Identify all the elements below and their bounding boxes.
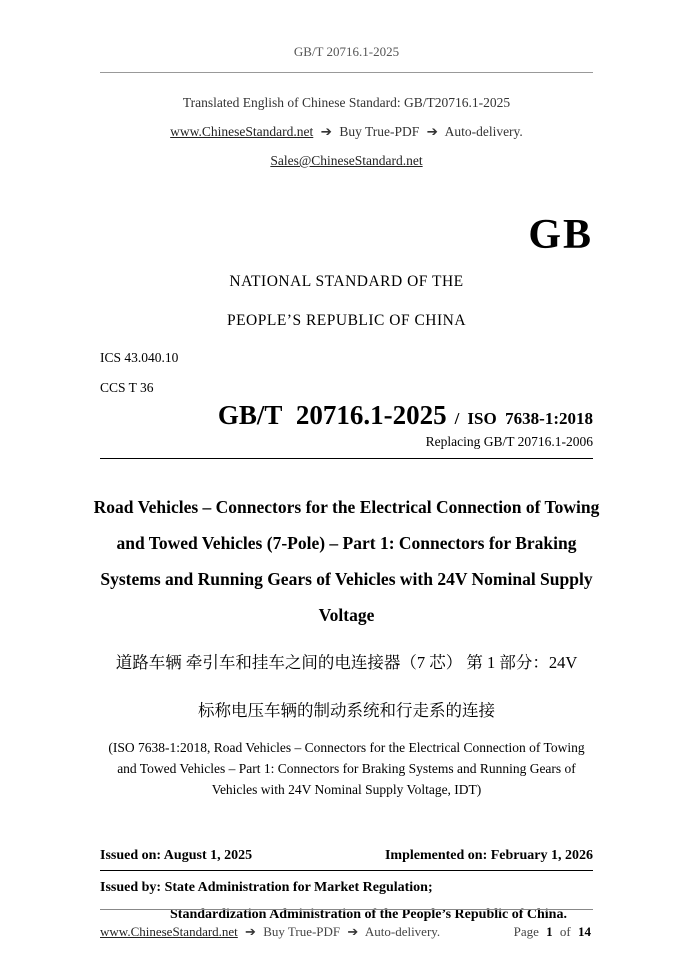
national-standard-line1: NATIONAL STANDARD OF THE — [229, 273, 464, 290]
national-standard-line2: PEOPLE’S REPUBLIC OF CHINA — [226, 312, 467, 329]
replacing-note: Replacing GB/T 20716.1-2006 — [425, 434, 593, 449]
email-line — [0, 153, 693, 169]
of-label: of — [559, 924, 571, 939]
arrow-icon: ➔ — [320, 124, 332, 139]
footer-site-link[interactable]: www.ChineseStandard.net — [100, 924, 238, 939]
ccs-code: CCS T 36 — [100, 380, 154, 395]
page-indicator — [512, 924, 593, 940]
current-page-number: 1 — [546, 924, 553, 939]
page-label: Page — [513, 924, 539, 939]
issuance-divider — [100, 870, 593, 871]
issuance-dates-row — [100, 848, 593, 864]
document-title-english: Road Vehicles – Connectors for the Electrical Connection of Towing and Towed Vehicles (7-Pole) – Part 1: Connectors for Braking Systems and Running Gears of Vehicles with 24V Nominal Supply Voltage — [93, 497, 600, 625]
iso-reference: ISO 7638-1:2018 — [467, 409, 593, 428]
masthead-divider — [100, 458, 593, 459]
document-title-chinese-line2: 标称电压车辆的制动系统和行走系的连接 — [198, 701, 495, 720]
arrow-icon: ➔ — [426, 124, 438, 139]
running-header-code: GB/T 20716.1-2025 — [293, 44, 400, 59]
header-divider — [100, 72, 593, 73]
idt-equivalence-note: (ISO 7638-1:2018, Road Vehicles – Connectors for the Electrical Connection of Towing and Towed Vehicles – Part 1: Connectors for Braking Systems and Running Gears of Vehicles with 24V Nominal Supply Voltage, IDT) — [108, 740, 585, 797]
footer-buy-pdf-label: Buy True-PDF — [263, 924, 341, 939]
arrow-icon: ➔ — [245, 924, 256, 939]
page-footer — [100, 924, 593, 940]
header-link-line — [0, 124, 693, 140]
total-page-number: 14 — [578, 924, 591, 939]
buy-pdf-label: Buy True-PDF — [339, 124, 420, 139]
footer-link-line — [100, 924, 440, 940]
implemented-on-date: Implemented on: February 1, 2026 — [384, 848, 593, 863]
standard-number-line — [0, 400, 693, 431]
footer-divider — [100, 909, 593, 910]
issued-by-line2: Standardization Administration of the People’s Republic of China. — [170, 907, 567, 922]
sales-email-link[interactable]: Sales@ChineseStandard.net — [270, 153, 423, 168]
site-link[interactable]: www.ChineseStandard.net — [170, 124, 314, 139]
footer-auto-delivery-label: Auto-delivery. — [364, 924, 441, 939]
ics-code: ICS 43.040.10 — [100, 350, 179, 365]
issued-on-date: Issued on: August 1, 2025 — [100, 848, 253, 863]
standard-separator: / — [454, 409, 460, 428]
gb-logo: GB — [528, 212, 593, 258]
translated-standard-line: Translated English of Chinese Standard: GB/T20716.1-2025 — [182, 95, 511, 110]
auto-delivery-label: Auto-delivery. — [444, 124, 523, 139]
standard-number: GB/T 20716.1-2025 — [217, 400, 447, 430]
document-title-chinese-line1: 道路车辆 牵引车和挂车之间的电连接器（7 芯） 第 1 部分：24V — [115, 653, 578, 672]
classification-codes — [0, 350, 693, 396]
issued-by-line1: Issued by: State Administration for Market Regulation; — [100, 880, 433, 895]
arrow-icon: ➔ — [347, 924, 359, 939]
